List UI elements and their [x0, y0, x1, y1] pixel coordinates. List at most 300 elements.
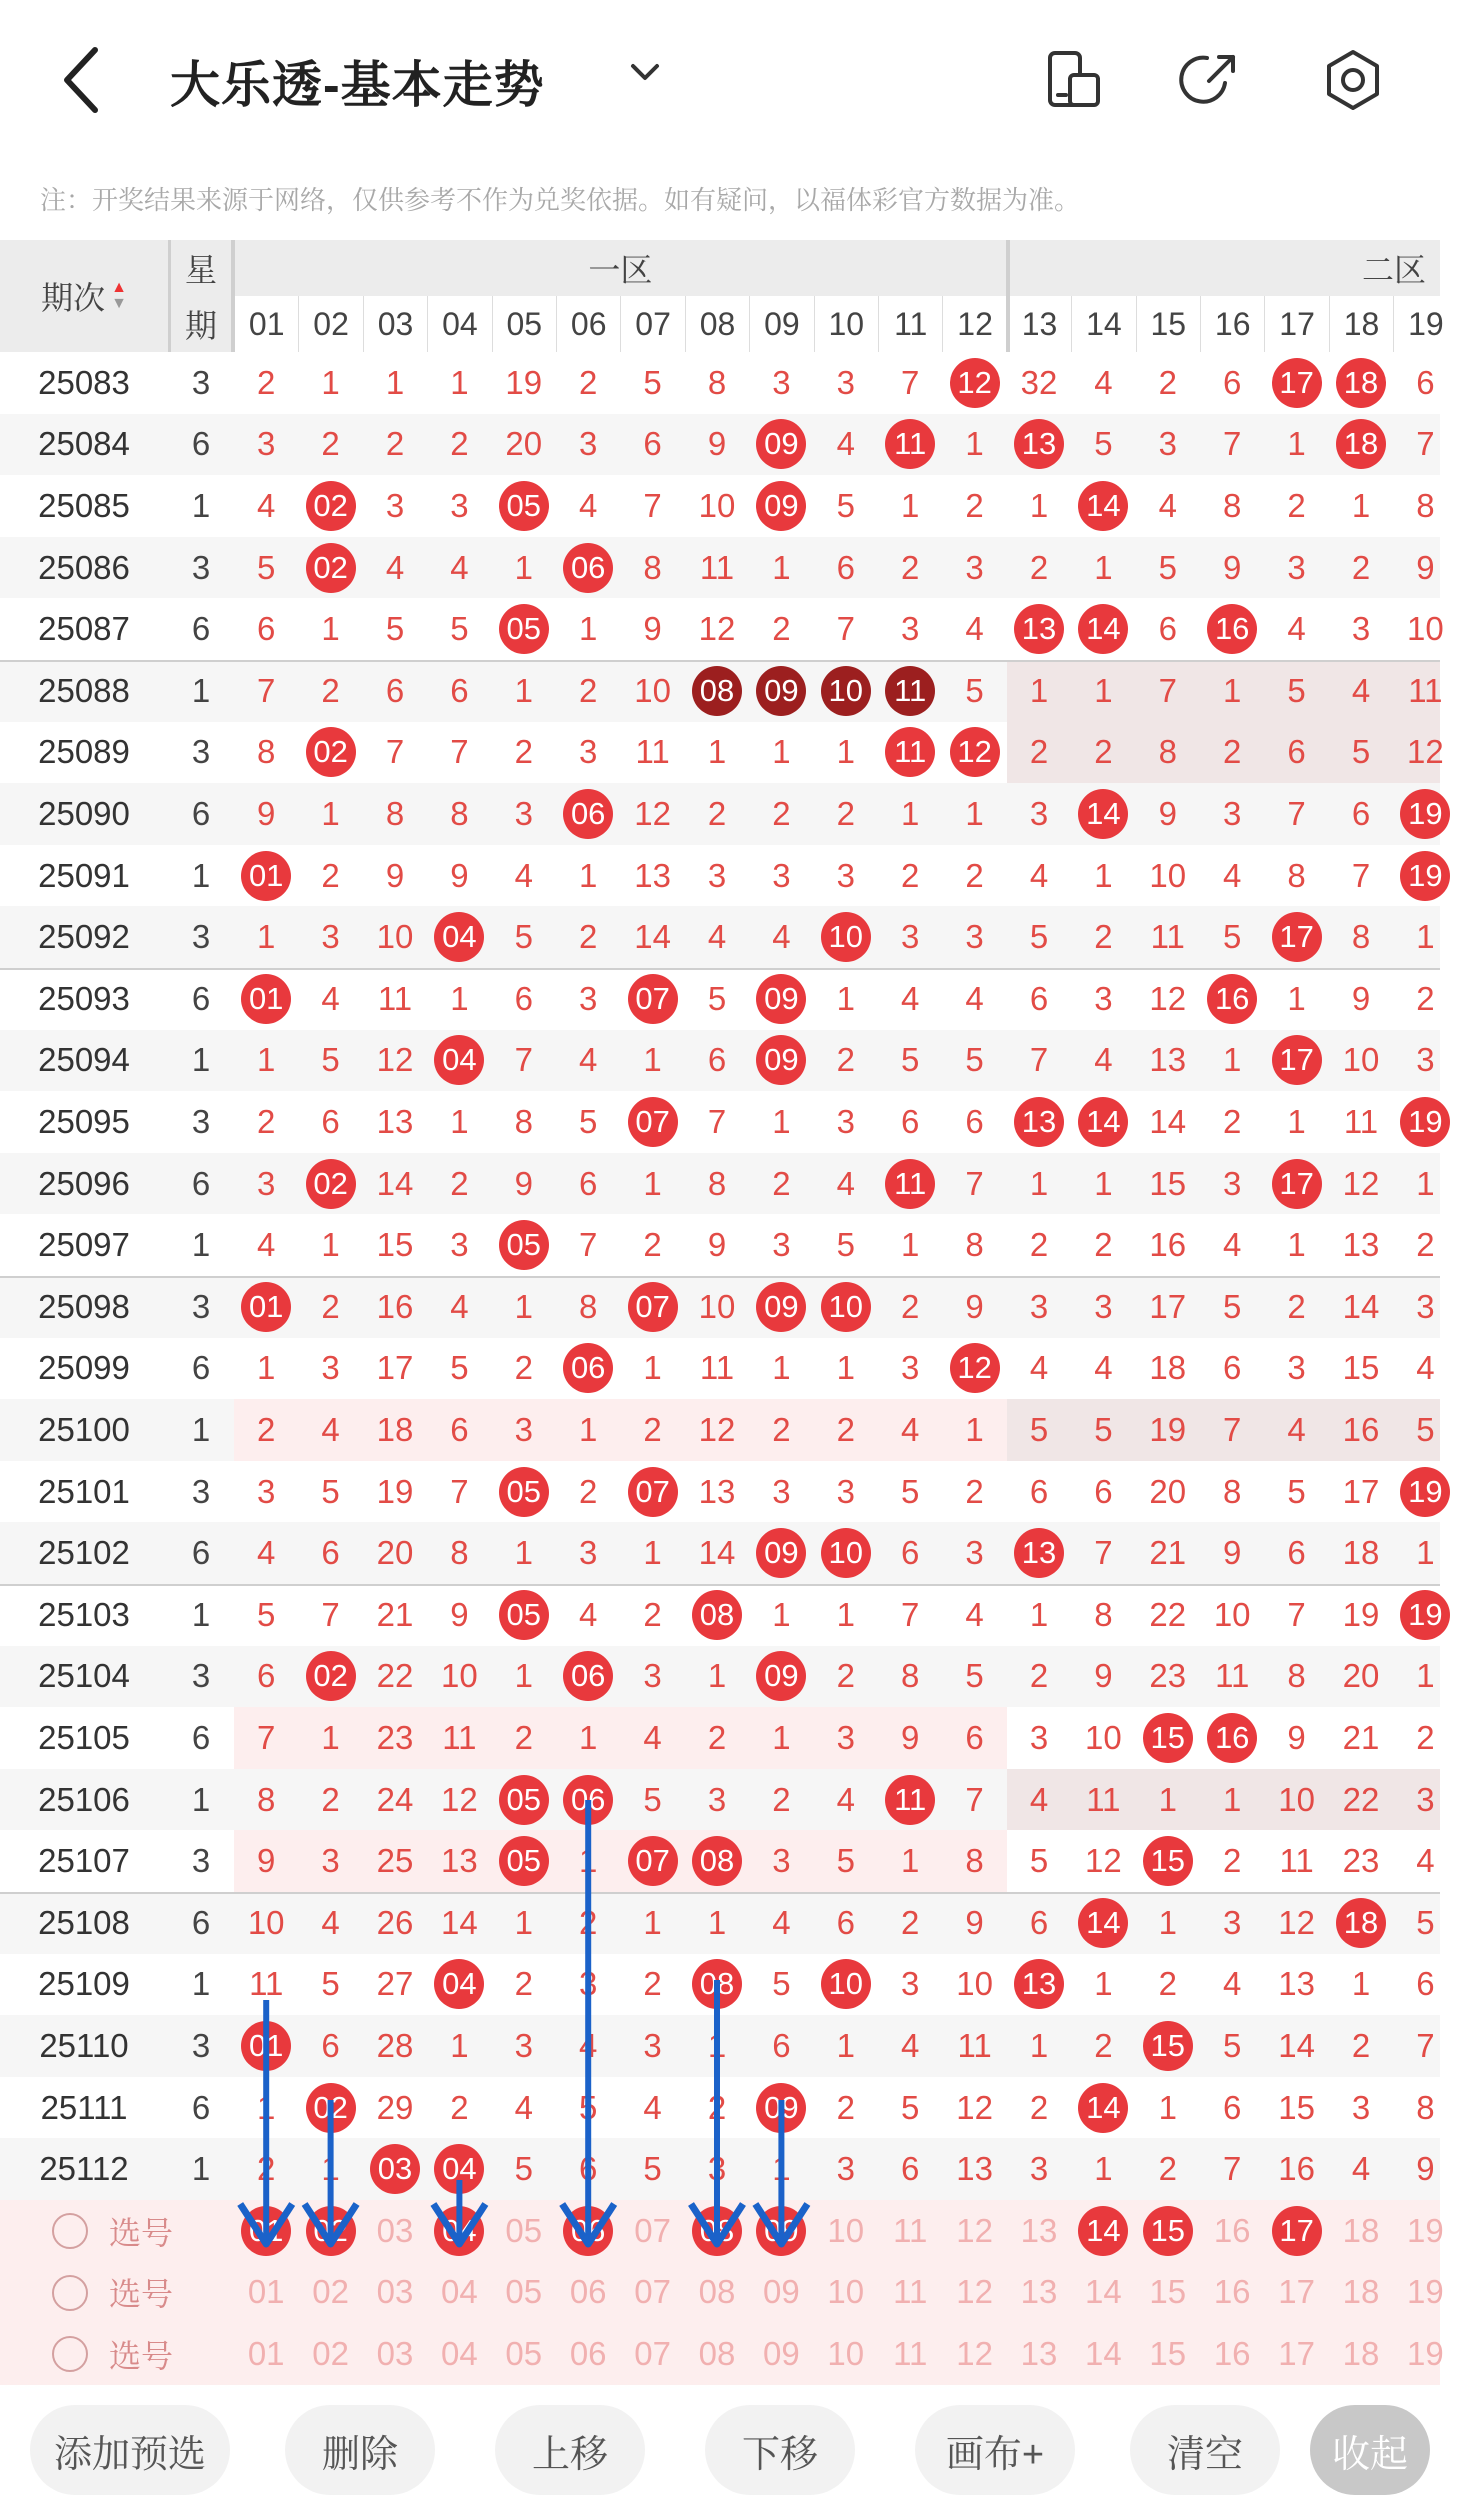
select-number[interactable]: 19 — [1407, 2334, 1444, 2372]
issue-number: 25089 — [38, 733, 130, 771]
select-number[interactable]: 16 — [1213, 2334, 1251, 2372]
miss-count: 2 — [965, 1472, 984, 1510]
picked-number[interactable]: 04 — [434, 2206, 484, 2256]
select-number[interactable]: 15 — [1149, 2334, 1187, 2372]
miss-count: 8 — [1158, 733, 1177, 771]
miss-count: 5 — [579, 2088, 598, 2126]
toolbar-button[interactable]: 上移 — [495, 2405, 645, 2495]
miss-count: 9 — [1287, 1718, 1306, 1756]
miss-count: 10 — [698, 486, 736, 524]
miss-count: 5 — [257, 1595, 276, 1633]
miss-count: 4 — [1416, 1349, 1435, 1387]
select-number[interactable]: 03 — [376, 2273, 414, 2311]
miss-count: 4 — [579, 486, 598, 524]
hit-ball: 08 — [692, 1959, 742, 2009]
miss-count: 7 — [901, 363, 920, 401]
miss-count: 1 — [772, 1102, 791, 1140]
hit-ball: 04 — [434, 912, 484, 962]
miss-count: 16 — [376, 1287, 414, 1325]
hit-ball: 05 — [499, 1467, 549, 1517]
miss-count: 4 — [965, 979, 984, 1017]
issue-number: 25102 — [38, 1534, 130, 1572]
weekday: 6 — [191, 794, 211, 832]
miss-count: 4 — [836, 1164, 855, 1202]
miss-count: 19 — [1149, 1410, 1187, 1448]
miss-count: 1 — [1351, 486, 1371, 524]
hit-ball: 09 — [756, 419, 806, 469]
select-number[interactable]: 11 — [893, 2334, 928, 2372]
miss-count: 9 — [450, 1595, 469, 1633]
select-number[interactable]: 19 — [1407, 2273, 1444, 2311]
select-number[interactable]: 08 — [698, 2273, 736, 2311]
select-number[interactable]: 13 — [1020, 2273, 1058, 2311]
hit-ball: 16 — [1207, 1713, 1257, 1763]
miss-count: 1 — [1094, 548, 1113, 586]
toolbar-button[interactable]: 下移 — [705, 2405, 855, 2495]
picked-number[interactable]: 08 — [692, 2206, 742, 2256]
picked-number[interactable]: 17 — [1272, 2206, 1322, 2256]
picked-number[interactable]: 09 — [756, 2206, 806, 2256]
miss-count: 1 — [579, 1410, 598, 1448]
miss-count: 11 — [1343, 1102, 1379, 1140]
miss-count: 2 — [1029, 548, 1049, 586]
select-number[interactable]: 09 — [763, 2334, 800, 2372]
miss-count: 5 — [1416, 1903, 1435, 1941]
miss-count: 4 — [257, 1226, 276, 1264]
miss-count: 11 — [699, 548, 735, 586]
select-number[interactable]: 14 — [1085, 2273, 1122, 2311]
toolbar-button[interactable]: 清空 — [1130, 2405, 1280, 2495]
weekday: 6 — [191, 1903, 211, 1941]
select-number[interactable]: 19 — [1407, 2211, 1444, 2249]
select-number[interactable]: 18 — [1342, 2211, 1380, 2249]
miss-count: 2 — [1094, 1226, 1113, 1264]
miss-count: 6 — [965, 1102, 984, 1140]
miss-count: 2 — [257, 363, 276, 401]
miss-count: 1 — [1094, 1164, 1113, 1202]
page-title[interactable]: 大乐透-基本走势 — [170, 57, 545, 113]
share-icon[interactable] — [1175, 45, 1245, 115]
miss-count: 4 — [385, 548, 405, 586]
miss-count: 16 — [1342, 1410, 1380, 1448]
miss-count: 4 — [707, 918, 727, 956]
select-number[interactable]: 12 — [956, 2273, 993, 2311]
issue-number: 25100 — [38, 1410, 130, 1448]
miss-count: 1 — [965, 425, 984, 463]
miss-count: 15 — [1149, 1164, 1187, 1202]
miss-count: 2 — [321, 671, 340, 709]
miss-count: 13 — [1149, 1041, 1187, 1079]
select-number[interactable]: 03 — [376, 2211, 414, 2249]
miss-count: 3 — [1094, 1287, 1113, 1325]
issue-number: 25094 — [38, 1041, 130, 1079]
select-number[interactable]: 07 — [634, 2273, 671, 2311]
hit-ball: 06 — [563, 1775, 613, 1825]
miss-count: 1 — [1223, 1041, 1242, 1079]
miss-count: 3 — [965, 918, 984, 956]
miss-count: 12 — [634, 794, 671, 832]
select-number[interactable]: 05 — [505, 2273, 543, 2311]
hit-ball: 19 — [1400, 789, 1450, 839]
miss-count: 1 — [1287, 1226, 1306, 1264]
miss-count: 2 — [579, 1903, 598, 1941]
miss-count: 9 — [385, 856, 405, 894]
miss-count: 4 — [1029, 1780, 1049, 1818]
picked-number[interactable]: 15 — [1143, 2206, 1193, 2256]
select-number[interactable]: 11 — [893, 2211, 928, 2249]
miss-count: 6 — [257, 1657, 276, 1695]
number-column-header: 09 — [749, 296, 813, 352]
miss-count: 2 — [1223, 1842, 1242, 1880]
miss-count: 1 — [707, 1903, 727, 1941]
select-number[interactable]: 10 — [827, 2334, 865, 2372]
miss-count: 1 — [321, 1226, 340, 1264]
weekday: 3 — [191, 2026, 211, 2064]
miss-count: 11 — [1086, 1780, 1121, 1818]
picked-number[interactable]: 02 — [306, 2206, 356, 2256]
miss-count: 3 — [836, 1472, 855, 1510]
select-label: 选号 — [108, 2337, 173, 2374]
hit-ball: 09 — [756, 481, 806, 531]
miss-count: 3 — [643, 2026, 662, 2064]
miss-count: 2 — [1351, 2026, 1371, 2064]
hit-ball: 02 — [306, 1651, 356, 1701]
miss-count: 1 — [836, 979, 855, 1017]
miss-count: 2 — [772, 610, 791, 648]
select-number[interactable]: 13 — [1020, 2211, 1058, 2249]
miss-count: 5 — [1029, 1410, 1049, 1448]
weekday: 6 — [191, 425, 211, 463]
select-number[interactable]: 17 — [1278, 2273, 1315, 2311]
select-number[interactable]: 17 — [1278, 2334, 1315, 2372]
issue-number: 25106 — [38, 1780, 130, 1818]
miss-count: 8 — [1287, 1657, 1306, 1695]
miss-count: 1 — [1158, 2088, 1177, 2126]
select-number[interactable]: 05 — [505, 2211, 543, 2249]
miss-count: 3 — [321, 918, 340, 956]
miss-count: 4 — [643, 2088, 662, 2126]
miss-count: 14 — [698, 1534, 736, 1572]
hit-ball: 09 — [756, 1282, 806, 1332]
select-number[interactable]: 09 — [763, 2273, 800, 2311]
miss-count: 3 — [772, 1842, 791, 1880]
hit-ball: 14 — [1078, 604, 1128, 654]
hit-ball: 02 — [306, 1159, 356, 1209]
miss-count: 6 — [1287, 1534, 1306, 1572]
miss-count: 8 — [450, 794, 469, 832]
chevron-down-icon[interactable] — [625, 52, 665, 92]
miss-count: 25 — [376, 1842, 414, 1880]
miss-count: 9 — [965, 1903, 984, 1941]
select-number[interactable]: 06 — [569, 2273, 607, 2311]
hit-ball: 17 — [1272, 1159, 1322, 1209]
miss-count: 3 — [1416, 1041, 1435, 1079]
miss-count: 8 — [965, 1842, 984, 1880]
miss-count: 11 — [377, 979, 413, 1017]
select-radio[interactable] — [52, 2275, 88, 2311]
hit-ball: 14 — [1078, 1898, 1128, 1948]
hit-ball: 03 — [370, 2144, 420, 2194]
miss-count: 3 — [257, 1164, 276, 1202]
week-header-top: 星 — [168, 240, 234, 296]
select-radio[interactable] — [52, 2336, 88, 2372]
hit-ball: 08 — [692, 1590, 742, 1640]
miss-count: 28 — [376, 2026, 414, 2064]
miss-count: 2 — [836, 1410, 855, 1448]
picked-number[interactable]: 06 — [563, 2206, 613, 2256]
miss-count: 1 — [836, 1349, 855, 1387]
miss-count: 5 — [707, 979, 727, 1017]
miss-count: 1 — [1094, 671, 1113, 709]
miss-count: 1 — [450, 1102, 469, 1140]
select-number[interactable]: 08 — [698, 2334, 736, 2372]
sort-icon[interactable]: ▲ ▼ — [111, 279, 127, 312]
number-column-header: 17 — [1264, 296, 1328, 352]
miss-count: 4 — [901, 1410, 920, 1448]
miss-count: 6 — [901, 2150, 920, 2188]
select-number[interactable]: 07 — [634, 2211, 671, 2249]
select-number[interactable]: 04 — [441, 2334, 478, 2372]
miss-count: 5 — [643, 363, 662, 401]
miss-count: 10 — [634, 671, 671, 709]
miss-count: 3 — [707, 1780, 727, 1818]
hit-ball: 11 — [885, 727, 935, 777]
select-number[interactable]: 06 — [569, 2334, 607, 2372]
miss-count: 2 — [321, 1780, 340, 1818]
miss-count: 1 — [450, 2026, 469, 2064]
miss-count: 7 — [321, 1595, 340, 1633]
miss-count: 2 — [579, 918, 598, 956]
miss-count: 10 — [1278, 1780, 1315, 1818]
miss-count: 18 — [1149, 1349, 1187, 1387]
miss-count: 3 — [965, 548, 984, 586]
miss-count: 2 — [385, 425, 405, 463]
miss-count: 1 — [1416, 918, 1435, 956]
miss-count: 3 — [1158, 425, 1177, 463]
miss-count: 1 — [1029, 671, 1049, 709]
hit-ball: 08 — [692, 666, 742, 716]
hit-ball: 19 — [1400, 1467, 1450, 1517]
miss-count: 12 — [441, 1780, 478, 1818]
miss-count: 3 — [901, 918, 920, 956]
hit-ball: 07 — [628, 1282, 678, 1332]
miss-count: 6 — [321, 2026, 340, 2064]
miss-count: 6 — [836, 548, 855, 586]
miss-count: 1 — [1287, 1102, 1306, 1140]
phone-layout-icon[interactable] — [1040, 45, 1110, 115]
miss-count: 5 — [772, 1965, 791, 2003]
toolbar-button[interactable]: 收起 — [1310, 2405, 1430, 2495]
weekday: 6 — [191, 1349, 211, 1387]
weekday: 1 — [191, 2150, 211, 2188]
select-number[interactable]: 01 — [247, 2273, 285, 2311]
miss-count: 2 — [1416, 1226, 1435, 1264]
miss-count: 3 — [579, 733, 598, 771]
miss-count: 11 — [1279, 1842, 1314, 1880]
miss-count: 13 — [1278, 1965, 1315, 2003]
miss-count: 3 — [772, 1472, 791, 1510]
miss-count: 9 — [1351, 979, 1371, 1017]
toolbar-button[interactable]: 删除 — [285, 2405, 435, 2495]
miss-count: 4 — [1094, 363, 1113, 401]
miss-count: 1 — [1223, 1780, 1242, 1818]
hit-ball: 09 — [756, 1528, 806, 1578]
hit-ball: 11 — [885, 1775, 935, 1825]
miss-count: 5 — [1351, 733, 1371, 771]
miss-count: 2 — [257, 2150, 276, 2188]
weekday: 3 — [191, 733, 211, 771]
miss-count: 7 — [643, 486, 662, 524]
issue-number: 25096 — [38, 1164, 130, 1202]
miss-count: 6 — [1416, 1965, 1435, 2003]
miss-count: 6 — [1158, 610, 1177, 648]
miss-count: 32 — [1020, 363, 1058, 401]
select-number[interactable]: 18 — [1342, 2334, 1380, 2372]
select-number[interactable]: 05 — [505, 2334, 543, 2372]
miss-count: 22 — [1149, 1595, 1187, 1633]
miss-count: 23 — [376, 1718, 414, 1756]
miss-count: 4 — [965, 610, 984, 648]
miss-count: 3 — [836, 1102, 855, 1140]
miss-count: 10 — [698, 1287, 736, 1325]
miss-count: 1 — [901, 1226, 920, 1264]
miss-count: 3 — [901, 1349, 920, 1387]
issue-number: 25111 — [40, 2088, 128, 2126]
miss-count: 4 — [1223, 1965, 1242, 2003]
select-number[interactable]: 10 — [827, 2211, 865, 2249]
miss-count: 1 — [836, 2026, 855, 2064]
miss-count: 2 — [1029, 1226, 1049, 1264]
miss-count: 9 — [257, 794, 276, 832]
hit-ball: 10 — [821, 1959, 871, 2009]
select-number[interactable]: 12 — [956, 2334, 993, 2372]
number-column-header: 15 — [1136, 296, 1200, 352]
miss-count: 8 — [385, 794, 405, 832]
select-number[interactable]: 15 — [1149, 2273, 1187, 2311]
miss-count: 8 — [1094, 1595, 1113, 1633]
miss-count: 5 — [450, 1349, 469, 1387]
select-number[interactable]: 16 — [1213, 2211, 1251, 2249]
miss-count: 1 — [321, 794, 340, 832]
chevron-left-icon[interactable] — [55, 40, 115, 120]
miss-count: 4 — [321, 979, 340, 1017]
select-number[interactable]: 14 — [1085, 2334, 1122, 2372]
select-number[interactable]: 01 — [247, 2334, 285, 2372]
select-number[interactable]: 16 — [1213, 2273, 1251, 2311]
miss-count: 7 — [707, 1102, 727, 1140]
miss-count: 7 — [1287, 794, 1306, 832]
hit-ball: 09 — [756, 666, 806, 716]
miss-count: 6 — [1029, 1472, 1049, 1510]
issue-column-header[interactable] — [0, 240, 168, 352]
miss-count: 7 — [836, 610, 855, 648]
miss-count: 8 — [257, 733, 276, 771]
hit-ball: 10 — [821, 1282, 871, 1332]
select-number[interactable]: 12 — [956, 2211, 993, 2249]
miss-count: 3 — [836, 1718, 855, 1756]
miss-count: 2 — [772, 794, 791, 832]
miss-count: 18 — [376, 1410, 414, 1448]
miss-count: 2 — [901, 1903, 920, 1941]
select-number[interactable]: 04 — [441, 2273, 478, 2311]
miss-count: 4 — [1094, 1041, 1113, 1079]
miss-count: 2 — [1223, 1102, 1242, 1140]
miss-count: 12 — [1149, 979, 1187, 1017]
miss-count: 9 — [707, 425, 727, 463]
miss-count: 2 — [643, 1595, 662, 1633]
miss-count: 12 — [376, 1041, 414, 1079]
miss-count: 8 — [1416, 486, 1435, 524]
miss-count: 2 — [901, 856, 920, 894]
issue-number: 25105 — [38, 1718, 130, 1756]
miss-count: 3 — [707, 856, 727, 894]
miss-count: 3 — [321, 1349, 340, 1387]
toolbar-button[interactable]: 添加预选 — [30, 2405, 230, 2495]
miss-count: 8 — [514, 1102, 533, 1140]
miss-count: 3 — [1094, 979, 1113, 1017]
miss-count: 6 — [579, 2150, 598, 2188]
miss-count: 1 — [643, 1164, 662, 1202]
select-number[interactable]: 02 — [312, 2334, 349, 2372]
number-column-header: 18 — [1329, 296, 1393, 352]
toolbar-button[interactable]: 画布+ — [915, 2405, 1075, 2495]
select-number[interactable]: 11 — [893, 2273, 928, 2311]
miss-count: 3 — [836, 363, 855, 401]
miss-count: 2 — [965, 856, 984, 894]
miss-count: 2 — [772, 1164, 791, 1202]
miss-count: 5 — [1029, 1842, 1049, 1880]
hit-ball: 19 — [1400, 1097, 1450, 1147]
miss-count: 4 — [836, 1780, 855, 1818]
select-radio[interactable] — [52, 2213, 88, 2249]
miss-count: 29 — [376, 2088, 414, 2126]
miss-count: 1 — [579, 1842, 598, 1880]
issue-number: 25092 — [38, 918, 130, 956]
miss-count: 1 — [707, 733, 727, 771]
select-number[interactable]: 03 — [376, 2334, 414, 2372]
hit-ball: 06 — [563, 789, 613, 839]
select-number[interactable]: 07 — [634, 2334, 671, 2372]
miss-count: 6 — [965, 1718, 984, 1756]
hit-ball: 14 — [1078, 481, 1128, 531]
gear-icon[interactable] — [1318, 45, 1388, 115]
miss-count: 9 — [1416, 2150, 1435, 2188]
miss-count: 6 — [321, 1534, 340, 1572]
miss-count: 5 — [1094, 425, 1113, 463]
miss-count: 1 — [514, 548, 533, 586]
miss-count: 9 — [1416, 548, 1435, 586]
miss-count: 1 — [1416, 1164, 1435, 1202]
picked-number[interactable]: 14 — [1078, 2206, 1128, 2256]
picked-number[interactable]: 01 — [241, 2206, 291, 2256]
select-number[interactable]: 10 — [827, 2273, 865, 2311]
issue-number: 25098 — [38, 1287, 130, 1325]
miss-count: 10 — [441, 1657, 478, 1695]
miss-count: 4 — [1416, 1842, 1435, 1880]
miss-count: 3 — [1223, 794, 1242, 832]
select-number[interactable]: 18 — [1342, 2273, 1380, 2311]
miss-count: 12 — [1342, 1164, 1380, 1202]
miss-count: 5 — [901, 1472, 920, 1510]
miss-count: 3 — [579, 979, 598, 1017]
issue-number: 25086 — [38, 548, 130, 586]
select-number[interactable]: 02 — [312, 2273, 349, 2311]
miss-count: 1 — [1029, 1164, 1049, 1202]
hit-ball: 06 — [563, 1343, 613, 1393]
miss-count: 3 — [643, 1657, 662, 1695]
miss-count: 12 — [698, 1410, 736, 1448]
select-number[interactable]: 13 — [1020, 2334, 1058, 2372]
